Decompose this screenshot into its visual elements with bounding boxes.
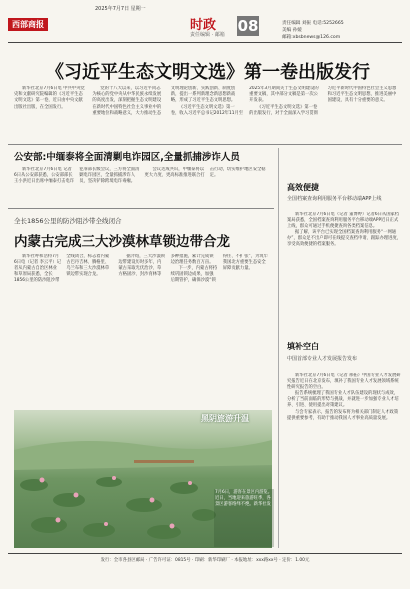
paragraph: 新华社呼和浩特7月6日电（记者 李云平）记者从内蒙古自治区林业和草原局获悉，全长1856公里的防沙阻沙带全线闭合，标志着内蒙古巴丹吉林、腾格里、乌兰布和三大沙漠林草锁边带实现合龙。 [14, 254, 110, 284]
sub-article-body [14, 167, 270, 203]
paragraph: 新华社北京7月6日电 记者6日从公安部获悉，公安部部长王小洪近日出席中缅泰打击电诈犯罪部长级会议，三方将全面清剿电诈园区，全量抓捕涉诈人员，坚决铲除跨境电诈毒瘤。 [14, 167, 140, 184]
desert-headline: 内蒙古完成三大沙漠林草锁边带合龙 [14, 234, 230, 250]
photo-caption: 7月6日，游客在景区内游览。近日，当地迎来旅游旺季，各景区游客络绎不绝。新华社发 [214, 489, 274, 547]
paragraph: 与会专家表示，报告的发布将为相关部门制定人才政策提供重要参考，有助于推动我国人才事业高质量发展。 [287, 409, 399, 421]
right-article-body-1 [287, 212, 401, 336]
page-number: 08 [237, 17, 259, 35]
editor-info [282, 20, 344, 41]
editor-line: 邮箱:xbsbnews@126.com [282, 35, 341, 40]
lead-article-body [14, 86, 400, 140]
paragraph: 新华社北京7月6日电 中共中央党史和文献研究院编辑的《习近平生态文明文选》第一卷，近日由中央文献出版社出版，在全国发行。 [14, 86, 85, 110]
paragraph: 据了解，该平台已实现全国档案查询利用服务“一网通办”，群众足不出户即可在线提交查档申请、跟踪办理进度，享受高效便捷的档案服务。 [287, 230, 401, 248]
paragraph: 新华社北京7月6日电（记者 邢拓）中国专业人才发展研究报告近日在北京发布，填补了我国专业人才发展领域系统性研究报告的空白。 [287, 373, 401, 391]
section-subtitle: 责任编辑 · 邮箱 [190, 32, 225, 38]
footer-divider [8, 553, 402, 554]
lead-headline: 《习近平生态文明文选》第一卷出版发行 [46, 62, 370, 83]
divider [8, 208, 274, 209]
paragraph: 报告系统梳理了我国专业人才队伍建设的现状与成效，分析了当前面临的形势与挑战，并就进一步加强专业人才培养、引进、使用提出对策建议。 [287, 391, 399, 409]
paragraph: 《习近平生态文明文选》第一卷的出版发行，对于全面深入学习贯彻习近平新时代中国特色社会主义思想和习近平生态文明思想，推进美丽中国建设，具有十分重要的意义。 [249, 86, 397, 116]
right-headline-1: 高效便捷 [287, 183, 319, 192]
right-headline-2: 填补空白 [287, 342, 319, 351]
sub-headline: 公安部:中缅泰将全面清剿电诈园区,全量抓捕涉诈人员 [14, 152, 240, 163]
editor-line: 责任编辑 刘振 电话:5252665 [282, 21, 344, 26]
paragraph: 下一步，内蒙古将持续巩固锁边成果，加强后期管护，确保沙漠“锁得住、不扩张”，为筑牢我国北方重要生态安全屏障贡献力量。 [170, 254, 268, 284]
desert-article-body [14, 254, 270, 404]
paragraph: 据介绍，三大沙漠锁边带建设历时多年，内蒙古采取光伏治沙、草方格固沙、封沙育林等多种措施，累计完成锁边治理任务数百万亩。 [118, 254, 214, 278]
column-divider [278, 148, 279, 548]
right-deck-1: 全国档案查询利用服务平台移动端APP上线 [287, 196, 382, 202]
editor-line: 美编 孙媛 [282, 28, 302, 33]
right-article-body-2 [287, 373, 401, 545]
paragraph: 党的十八大以来，以习近平同志为核心的党中央从中华民族永续发展的高度出发，深刻把握生态文明建设在新时代中国特色社会主义事业中的重要地位和战略意义，大力推动生态文明理论创新、实践创新、制度创新，提出一系列新理念新思想新战略，形成了习近平生态文明思想。 [92, 86, 236, 116]
date-line: 2025年7月7日 星期一 [95, 6, 146, 12]
header-divider [8, 42, 402, 43]
paragraph: 会议达成共识，中缅泰将以更大力度、更高标准推进联合打击行动，切实维护地区安全稳定。 [144, 167, 266, 178]
newspaper-logo: 西部商报 [8, 18, 48, 31]
divider [8, 144, 402, 145]
photo-caption-title: 黑阴旅游升温 [201, 414, 249, 423]
section-name: 时政 [190, 18, 217, 33]
paragraph: 新华社北京7月6日电（记者 董博婷）记者6日从国家档案局获悉，全国档案查询利用服务平台移动端APP近日正式上线，群众可通过手机便捷查询各类档案信息。 [287, 212, 400, 230]
desert-kicker: 全长1856公里的防沙阻沙带全线闭合 [14, 217, 122, 225]
footer-info: 发行：全市各县区邮局 · 广告许可证：0815号 · 印刷：新华印刷厂 · 本报地址：xxx路xx号 · 定价：1.00元 [100, 558, 310, 563]
paragraph: 《习近平生态文明文选》第一卷，收入习近平总书记2012年11月至2025年3月期间关于生态文明建设的重要文稿，其中部分文稿是第一次公开发表。 [170, 86, 319, 116]
right-deck-2: 中国首部专业人才发展报告发布 [287, 356, 358, 362]
